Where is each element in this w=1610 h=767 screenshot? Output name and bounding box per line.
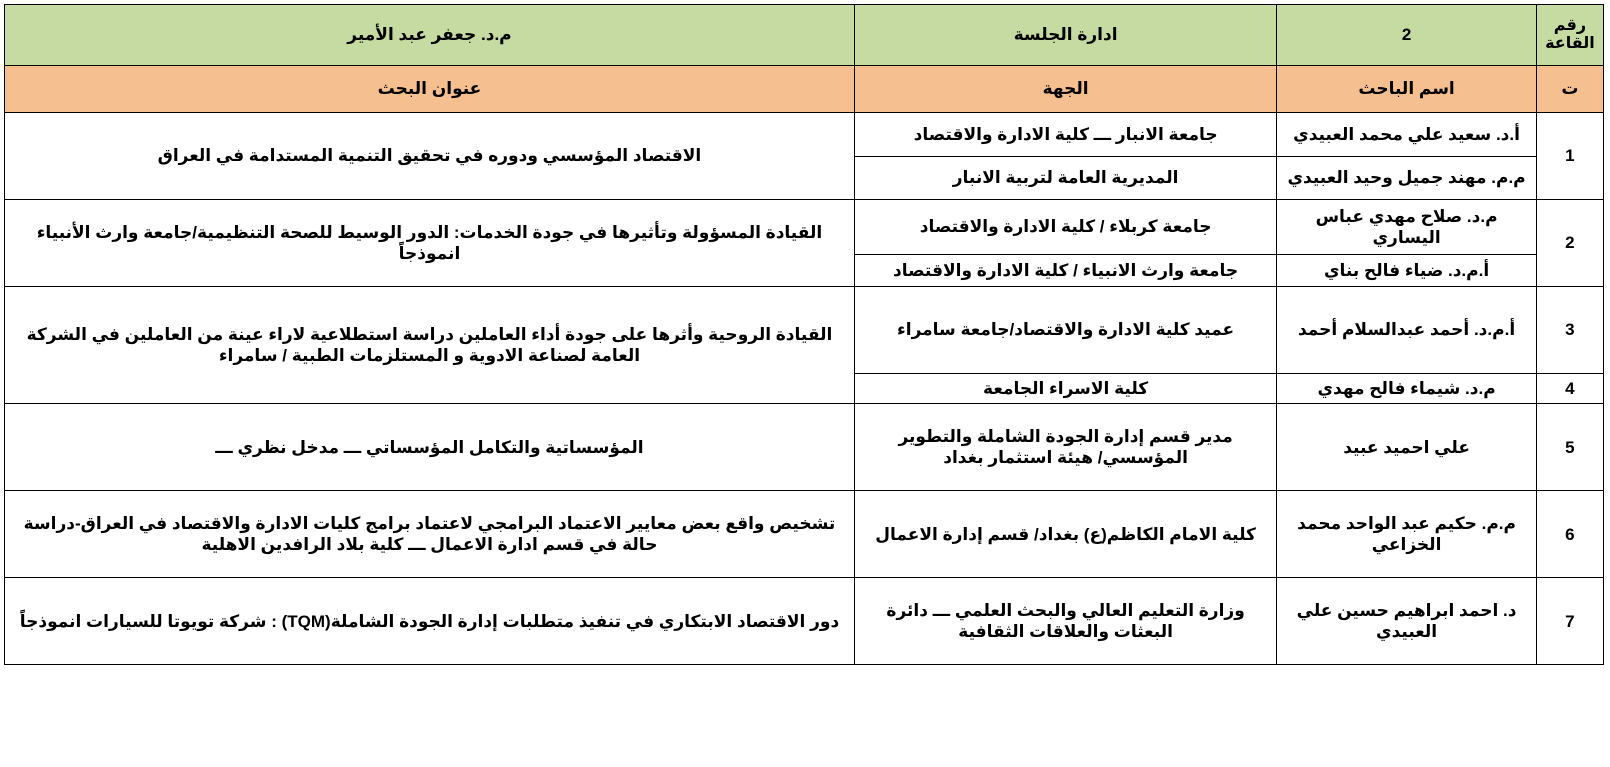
table-row — [5, 578, 1604, 665]
researcher-organization: كلية الاسراء الجامعة — [854, 374, 1276, 404]
researcher-name: أ.م.د. أحمد عبدالسلام أحمد — [1277, 287, 1537, 374]
research-title: تشخيص واقع بعض معايير الاعتماد البرامجي لاعتماد برامج كليات الادارة والاقتصاد في العراق-دراسة حالة في قسم ادارة الاعمال ـــ كلية بلاد الرافدين الاهلية — [5, 491, 855, 578]
researcher-name: علي احميد عبيد — [1277, 404, 1537, 491]
research-title: الاقتصاد المؤسسي ودوره في تحقيق التنمية المستدامة في العراق — [5, 113, 855, 200]
researcher-organization: مدير قسم إدارة الجودة الشاملة والتطوير المؤسسي/ هيئة استثمار بغداد — [854, 404, 1276, 491]
column-header-researcher: اسم الباحث — [1277, 66, 1537, 113]
table-header-row — [5, 5, 1604, 66]
researcher-organization: جامعة وارث الانبياء / كلية الادارة والاقتصاد — [854, 254, 1276, 286]
table-column-header-row — [5, 66, 1604, 113]
researcher-name: م.م. حكيم عبد الواحد محمد الخزاعي — [1277, 491, 1537, 578]
researcher-organization: عميد كلية الادارة والاقتصاد/جامعة سامراء — [854, 287, 1276, 374]
researcher-name: أ.د. سعيد علي محمد العبيدي — [1277, 113, 1537, 157]
researcher-name: م.د. شيماء فالح مهدي — [1277, 374, 1537, 404]
research-title: دور الاقتصاد الابتكاري في تنفيذ متطلبات إدارة الجودة الشاملة(TQM) : شركة تويوتا للسيارات انموذجاً — [5, 578, 855, 665]
hall-number-label: رقم القاعة — [1536, 5, 1603, 66]
row-index: 5 — [1536, 404, 1603, 491]
column-header-title: عنوان البحث — [5, 66, 855, 113]
researcher-organization: جامعة كربلاء / كلية الادارة والاقتصاد — [854, 200, 1276, 255]
table-row — [5, 404, 1604, 491]
table-row — [5, 113, 1604, 157]
table-row — [5, 200, 1604, 255]
table-row — [5, 491, 1604, 578]
research-title: القيادة الروحية وأثرها على جودة أداء العاملين دراسة استطلاعية لاراء عينة من العاملين في الشركة العامة لصناعة الادوية و المستلزمات الطبية / سامراء — [5, 287, 855, 404]
session-admin-name: م.د. جعفر عبد الأمير — [5, 5, 855, 66]
column-header-organization: الجهة — [854, 66, 1276, 113]
researcher-name: د. احمد ابراهيم حسين علي العبيدي — [1277, 578, 1537, 665]
researcher-organization: كلية الامام الكاظم(ع) بغداد/ قسم إدارة الاعمال — [854, 491, 1276, 578]
row-index: 4 — [1536, 374, 1603, 404]
table-row — [5, 287, 1604, 374]
hall-number-value: 2 — [1277, 5, 1537, 66]
row-index: 1 — [1536, 113, 1603, 200]
researcher-organization: المديرية العامة لتربية الانبار — [854, 156, 1276, 200]
researcher-organization: وزارة التعليم العالي والبحث العلمي ـــ دائرة البعثات والعلاقات الثقافية — [854, 578, 1276, 665]
research-title: المؤسساتية والتكامل المؤسساتي ـــ مدخل نظري ـــ — [5, 404, 855, 491]
row-index: 7 — [1536, 578, 1603, 665]
session-table — [4, 4, 1604, 665]
researcher-organization: جامعة الانبار ـــ كلية الادارة والاقتصاد — [854, 113, 1276, 157]
row-index: 6 — [1536, 491, 1603, 578]
researcher-name: أ.م.د. ضياء فالح بناي — [1277, 254, 1537, 286]
research-title: القيادة المسؤولة وتأثيرها في جودة الخدمات: الدور الوسيط للصحة التنظيمية/جامعة وارث الأنبياء انموذجاً — [5, 200, 855, 287]
session-admin-label: ادارة الجلسة — [854, 5, 1276, 66]
researcher-name: م.د. صلاح مهدي عباس اليساري — [1277, 200, 1537, 255]
column-header-index: ت — [1536, 66, 1603, 113]
researcher-name: م.م. مهند جميل وحيد العبيدي — [1277, 156, 1537, 200]
row-index: 2 — [1536, 200, 1603, 287]
row-index: 3 — [1536, 287, 1603, 374]
